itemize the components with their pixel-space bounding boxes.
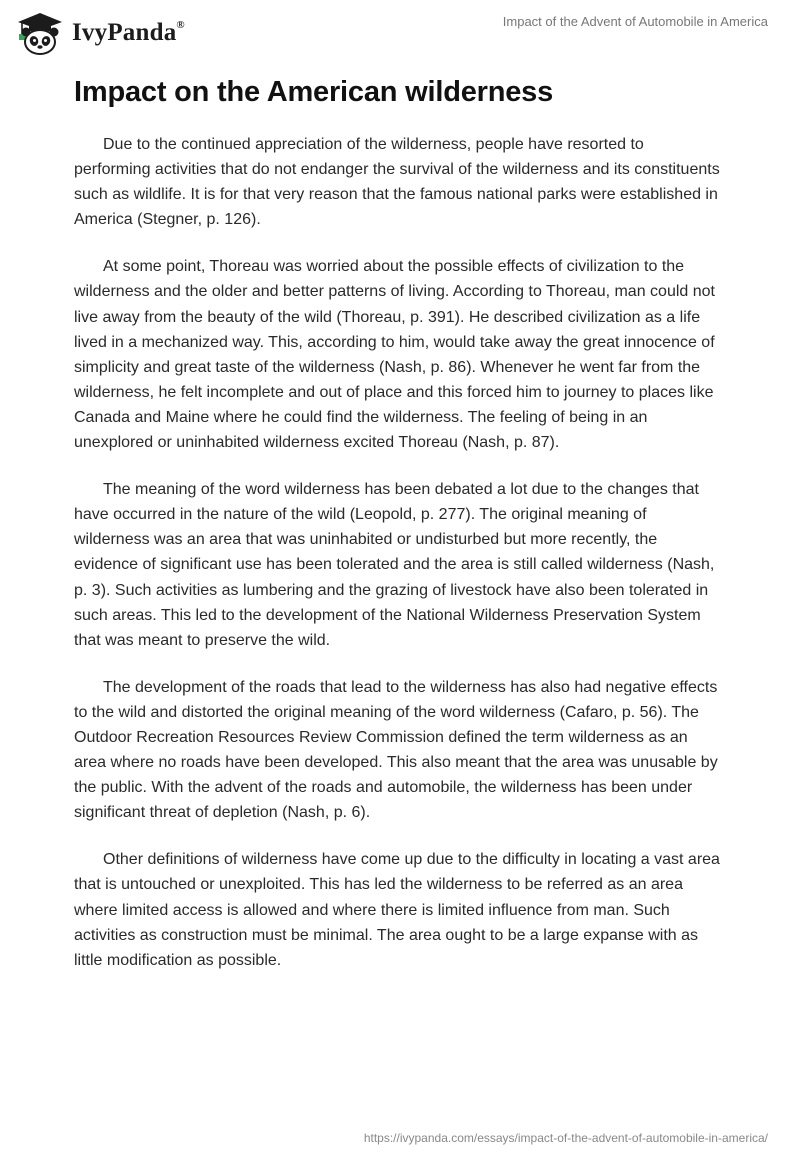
article-body [74,72,724,973]
ivypanda-logo[interactable] [14,10,185,56]
registered-mark: ® [176,18,185,31]
paragraph: Due to the continued appreciation of the wilderness, people have resorted to performing activities that do not endanger the survival of the wilderness and its constituents such as wildlife. It is for that very reason that the famous national parks were established in America (Stegner, p. 126). [74,136,720,229]
panda-graduation-cap-icon [14,11,66,55]
section-heading: Impact on the American wilderness [74,76,554,108]
paragraph: The meaning of the word wilderness has been debated a lot due to the changes that have occurred in the nature of the wild (Leopold, p. 277). The original meaning of wilderness was an area that was uninhabited or undisturbed but more recently, the evidence of significant use has been tolerated and the area is still called wilderness (Nash, p. 3). Such activities as lumbering and the grazing of livestock have also been tolerated in such areas. This led to the development of the National Wilderness Preservation System that was meant to preserve the wild. [74,481,715,649]
brand-name: IvyPanda® [72,18,185,46]
document-title: Impact of the Advent of Automobile in America [502,14,768,29]
paragraph: Other definitions of wilderness have come up due to the difficulty in locating a vast area that is untouched or unexploited. This has led the wilderness to be referred as an area where limited access is allowed and where there is limited influence from man. Such activities as construction must be minimal. The area ought to be a large expanse with as little modification as possible. [74,851,720,969]
source-url-link[interactable]: https://ivypanda.com/essays/impact-of-the-advent-of-automobile-in-america/ [363,1131,768,1145]
paragraph: At some point, Thoreau was worried about the possible effects of civilization to the wilderness and the older and better patterns of living. According to Thoreau, man could not live away from the beauty of the wild (Thoreau, p. 391). He described civilization as a life lived in a mechanized way. This, according to him, would take away the great innocence of simplicity and great taste of the wilderness (Nash, p. 86). Whenever he went far from the wilderness, he felt incomplete and out of place and this forced him to journey to places like Canada and Maine where he could find the wilderness. The feeling of being in an unexplored or uninhabited wilderness excited Thoreau (Nash, p. 87). [74,258,715,452]
page-header [0,0,800,64]
paragraph: The development of the roads that lead to the wilderness has also had negative effects to the wild and distorted the original meaning of the word wilderness (Cafaro, p. 56). The Outdoor Recreation Resources Review Commission defined the term wilderness as an area where no roads have been developed. This also meant that the area was unusable by the public. With the advent of the roads and automobile, the wilderness has been under significant threat of depletion (Nash, p. 6). [74,678,718,822]
